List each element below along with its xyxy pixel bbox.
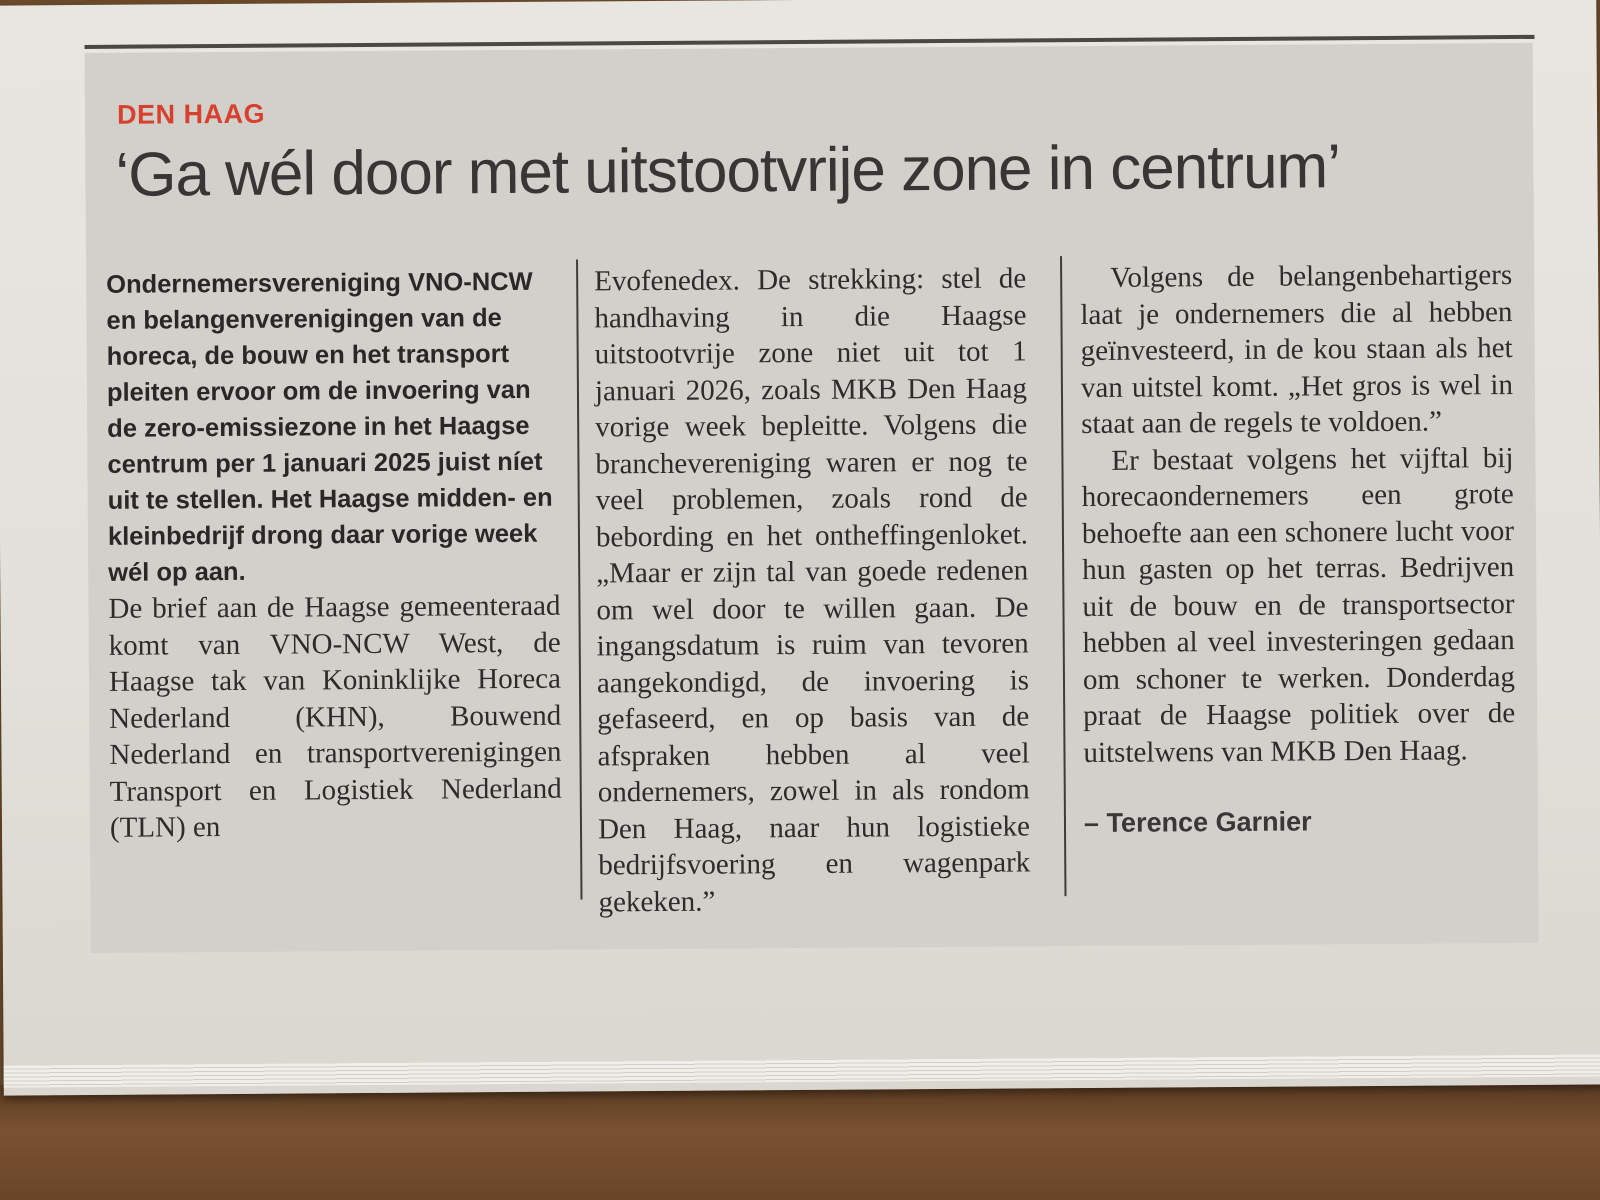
column-3-paragraph-1: Volgens de belangenbehartigers laat je ondernemers die al hebben geïnvesteerd, in de kou staan als het van uitstel komt. „Het gros is wel in staat aan de regels te voldoen.” — [1080, 259, 1514, 441]
column-3-paragraph-2: Er bestaat volgens het vijftal bij horecaondernemers een grote behoefte aan een schonere lucht voor hun gasten op het terras. Bedrijven uit de bouw en de transportsector hebben al veel investeringen gedaan om schoner te werken. Donderdag praat de Haagse politiek over de uitstelwens van MKB Den Haag. — [1081, 441, 1516, 769]
desk-surface — [0, 1085, 1600, 1200]
column-2-body: Evofenedex. De strekking: stel de handhaving in die Haagse uitstootvrije zone niet uit tot 1 januari 2026, zoals MKB Den Haag vorige week bepleitte. Volgens die branchevereniging waren er nog te veel problemen, zoals rond de bebording en het ontheffingenloket. „Maar er zijn tal van goede redenen om wel door te willen gaan. De ingangsdatum is ruim van tevoren aangekondigd, de invoering is gefaseerd, en op basis van de afspraken hebben al veel ondernemers, zowel in als rondom Den Haag, naar hun logistieke bedrijfsvoering en wagenpark gekeken.” — [594, 262, 1031, 918]
article-kicker: DEN HAAG — [116, 98, 266, 130]
article-column-3 — [1080, 257, 1516, 842]
article-byline: – Terence Garnier — [1083, 806, 1312, 839]
article-headline: ‘Ga wél door met uitstootvrije zone in centrum’ — [115, 132, 1341, 210]
paper-stack-edge — [4, 1054, 1600, 1087]
column-1-body: De brief aan de Haagse gemeenteraad komt van VNO-NCW West, de Haagse tak van Koninklijke Horeca Nederland (KHN), Bouwend Nederland en transportverenigingen Transport en Logistiek Nederland (TLN) en — [108, 589, 562, 844]
article-column-1 — [106, 264, 562, 847]
article-lead: Ondernemersvereniging VNO-NCW en belangenverenigingen van de horeca, de bouw en het transport pleiten ervoor om de invoering van de zero-emissiezone in het Haagse centrum per 1 januari 2025 juist níet uit te stellen. Het Haagse midden- en kleinbedrijf drong daar vorige week wél op aan. — [106, 267, 553, 587]
article-column-2 — [594, 260, 1031, 920]
